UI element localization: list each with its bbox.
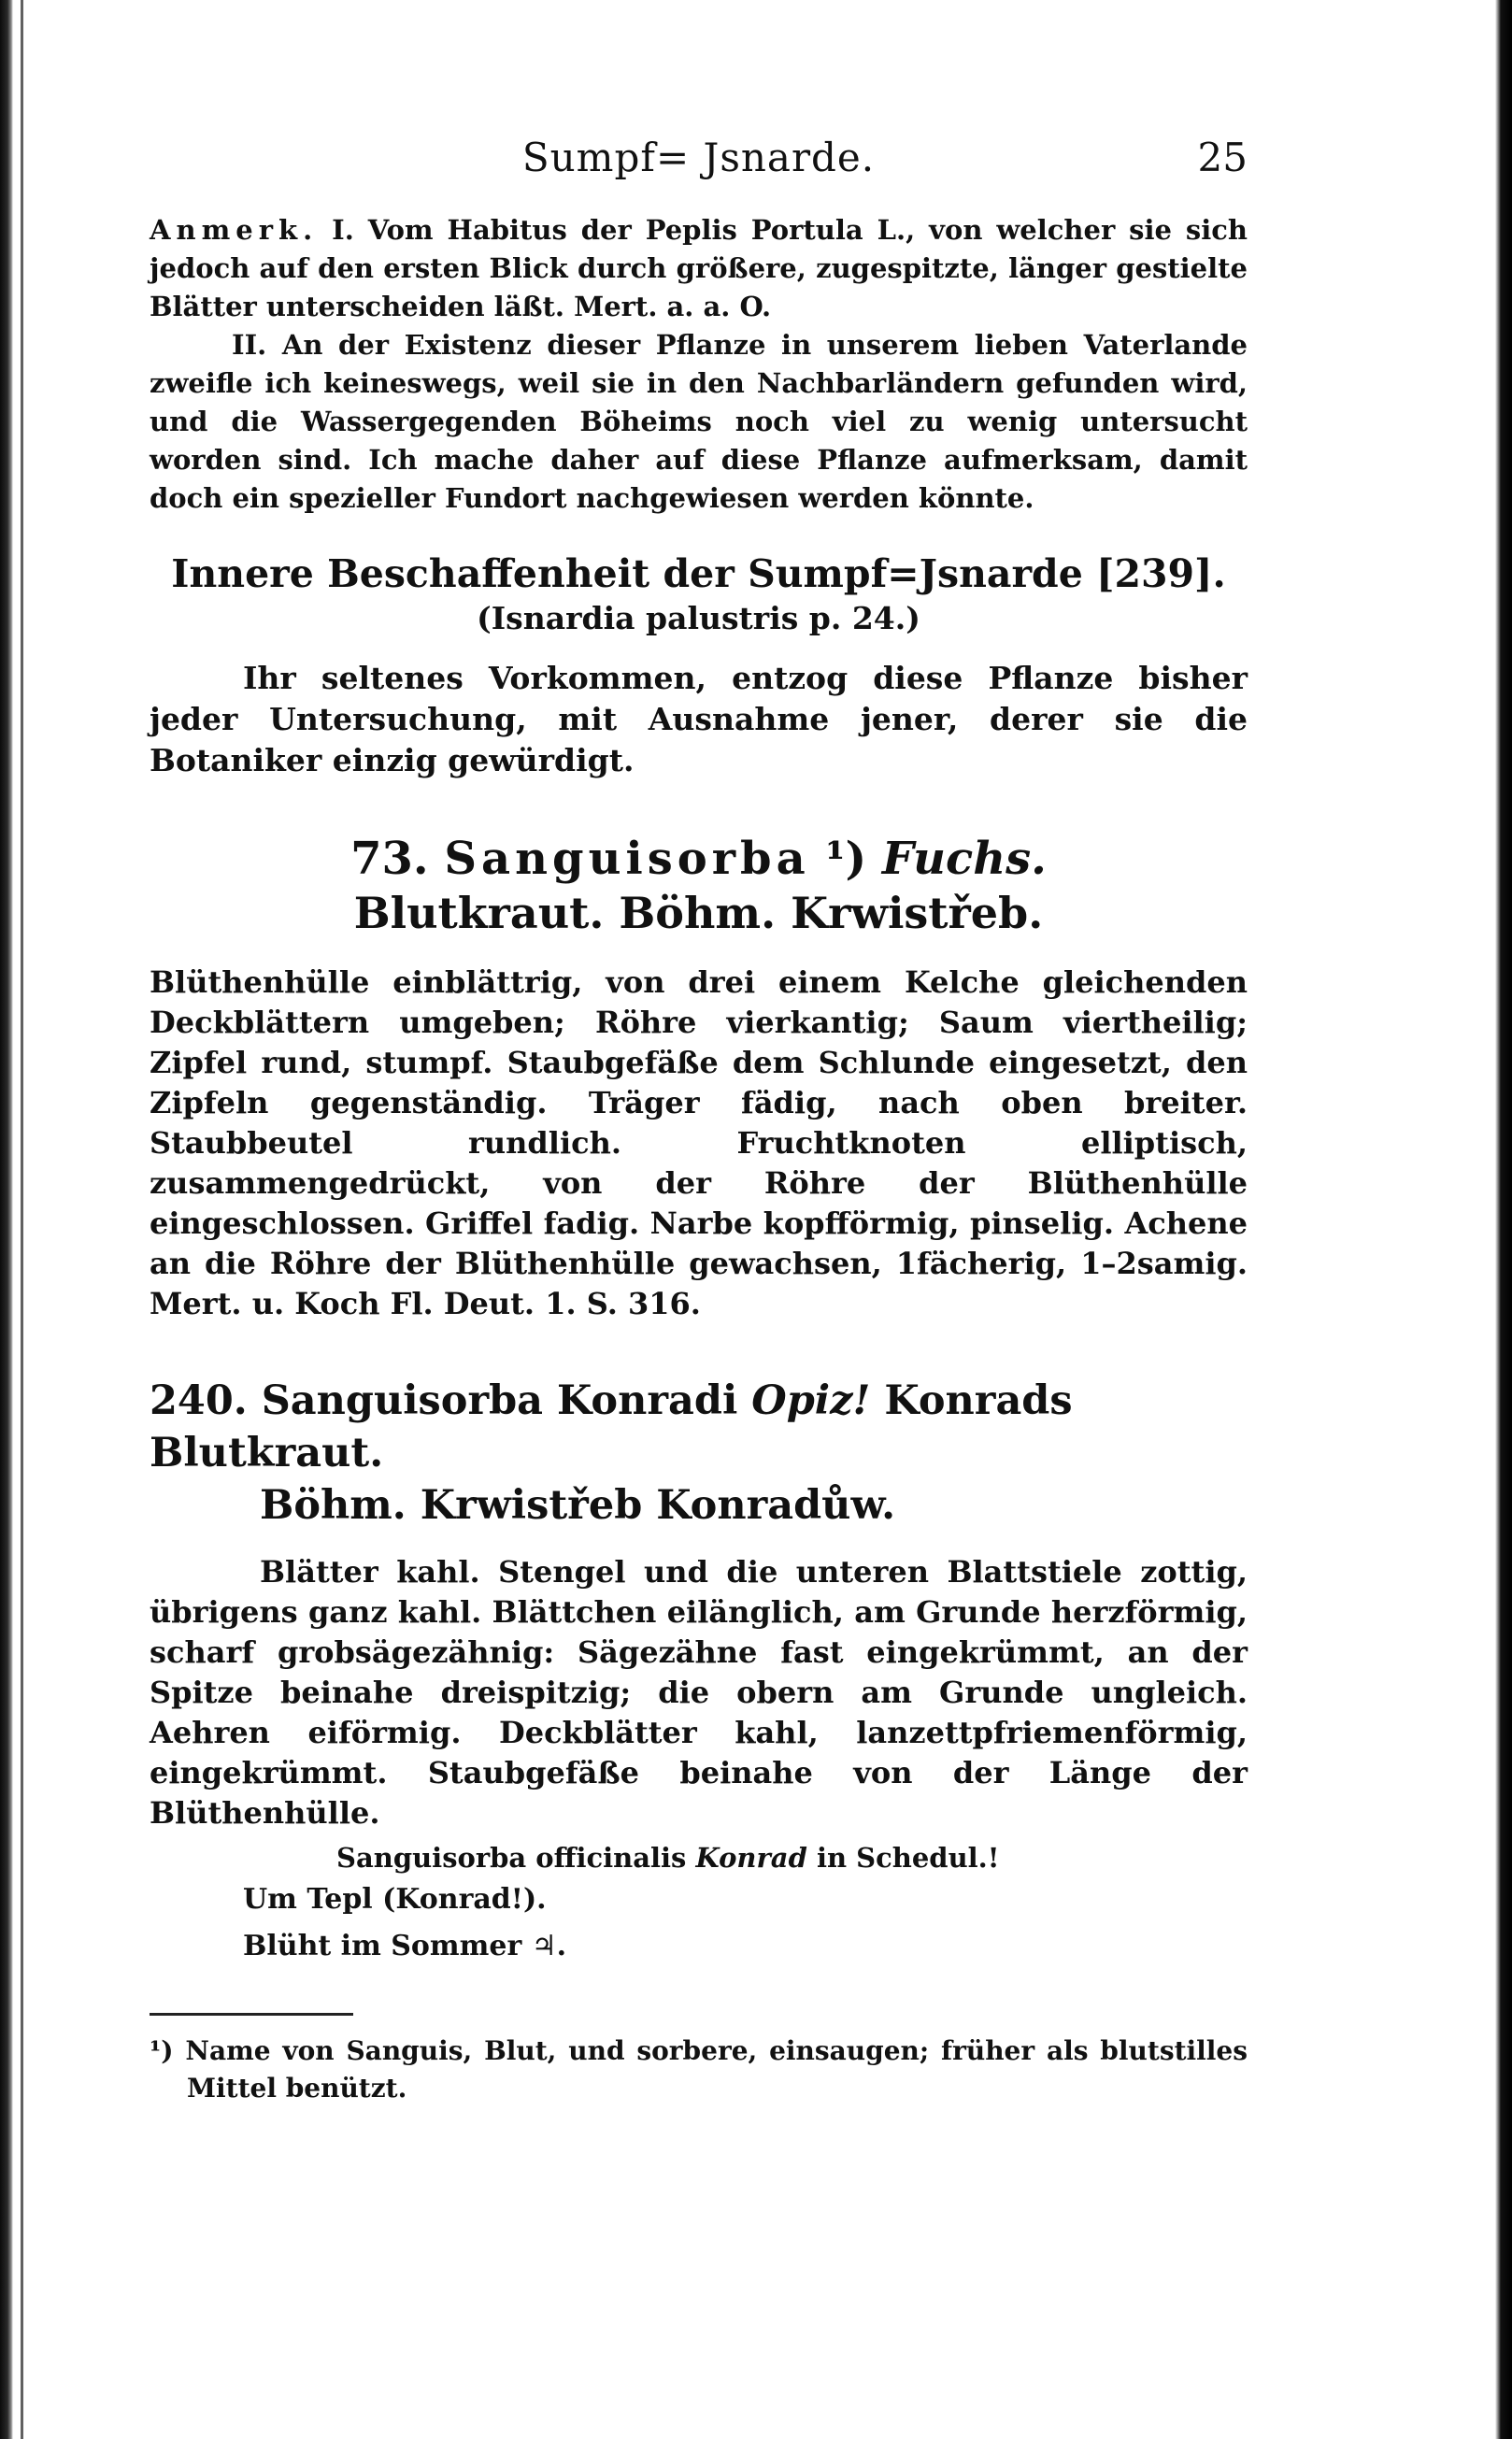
scan-right-edge [1495, 0, 1512, 2439]
synonym-source: in Schedul.! [816, 1842, 1000, 1874]
synonym-name: Sanguisorba officinalis [336, 1842, 687, 1874]
book-page [150, 129, 1248, 2107]
footnote-mark: ¹) [150, 2035, 174, 2066]
inner-section-subheading: (Isnardia palustris p. 24.) [477, 600, 920, 636]
remark-2-text: An der Existenz dieser Pflanze in unserem lieben Vaterlande zweifle ich keineswegs, weil sie in den Nachbarländern gefunden wird, und die Wassergegenden Böheims noch viel zu wenig untersucht worden sind. Ich mache daher auf diese Pflanze aufmerksam, damit doch ein spezieller Fundort nachgewiesen werden könnte. [150, 329, 1248, 514]
genus-number: 73. [350, 833, 429, 885]
page-number: 25 [1197, 135, 1248, 180]
species-name: Sanguisorba Konradi [261, 1377, 738, 1424]
scan-left-edge [0, 0, 13, 2439]
species-common-name: Konrads Blutkraut. [150, 1377, 1073, 1476]
species-number: 240. [150, 1377, 248, 1424]
genus-heading [150, 832, 1248, 886]
species-heading [150, 1375, 1248, 1532]
species-bohemian-name: Böhm. Krwistřeb Konradůw. [260, 1482, 896, 1529]
genus-footnote-mark: ¹) [825, 833, 867, 885]
genus-description: Blüthenhülle einblättrig, von drei einem Kelche gleichenden Deckblättern umgeben; Röhre vierkantig; Saum viertheilig; Zipfel rund, stumpf. Staubgefäße dem Schlunde eingesetzt, den Zipfeln gegenständig. Träger fädig, nach oben breiter. Staubbeutel rundlich. Fruchtknoten elliptisch, zusammengedrückt, von der Röhre der Blüthenhülle eingeschlossen. Griffel fadig. Narbe kopfförmig, pinselig. Achene an die Röhre der Blüthenhülle gewachsen, 1fächerig, 1–2samig. Mert. u. Koch Fl. Deut. 1. S. 316. [150, 964, 1248, 1321]
footnote-rule [150, 2013, 353, 2016]
species-flowering: Blüht im Sommer ♃. [243, 1930, 567, 1962]
genus-common-name: Blutkraut. Böhm. Krwistřeb. [353, 888, 1044, 938]
species-description: Blätter kahl. Stengel und die unteren Blattstiele zottig, übrigens ganz kahl. Blättchen eilänglich, am Grunde herzförmig, scharf grobsägezähnig: Sägezähne fast eingekrümmt, an der Spitze beinahe dreispitzig; die obern am Grunde ungleich. Aehren eiförmig. Deckblätter kahl, lanzettpfriemenförmig, eingekrümmt. Staubgefäße beinahe von der Länge der Blüthenhülle. [150, 1554, 1248, 1831]
remark-1 [150, 211, 1248, 326]
footnote-text: Name von Sanguis, Blut, und sorbere, einsaugen; früher als blutstilles Mittel benützt. [185, 2035, 1248, 2104]
remark-1-number: I. [332, 214, 354, 246]
scan-binding-line [21, 0, 23, 2439]
page-header [150, 129, 1248, 194]
remark-2 [150, 326, 1248, 518]
species-locality: Um Tepl (Konrad!). [243, 1883, 547, 1916]
footnote [150, 2032, 1248, 2107]
remark-label: Anmerk. [150, 214, 319, 246]
inner-section-text: Ihr seltenes Vorkommen, entzog diese Pflanze bisher jeder Untersuchung, mit Ausnahme jener, derer sie die Botaniker einzig gewürdigt. [150, 660, 1248, 778]
species-author: Opiz! [751, 1377, 871, 1424]
species-synonym [150, 1839, 1248, 1876]
running-title: Sumpf= Jsnarde. [521, 135, 876, 180]
synonym-author: Konrad [695, 1842, 807, 1874]
remark-2-number: II. [232, 329, 267, 361]
genus-name: Sanguisorba [444, 833, 810, 885]
inner-section-heading: Innere Beschaffenheit der Sumpf=Jsnarde [239]. [171, 551, 1226, 596]
genus-author: Fuchs. [881, 833, 1047, 885]
remark-1-text: Vom Habitus der Peplis Portula L., von welcher sie sich jedoch auf den ersten Blick durch größere, zugespitzte, länger gestielte Blätter unterscheiden läßt. Mert. a. a. O. [150, 214, 1248, 322]
